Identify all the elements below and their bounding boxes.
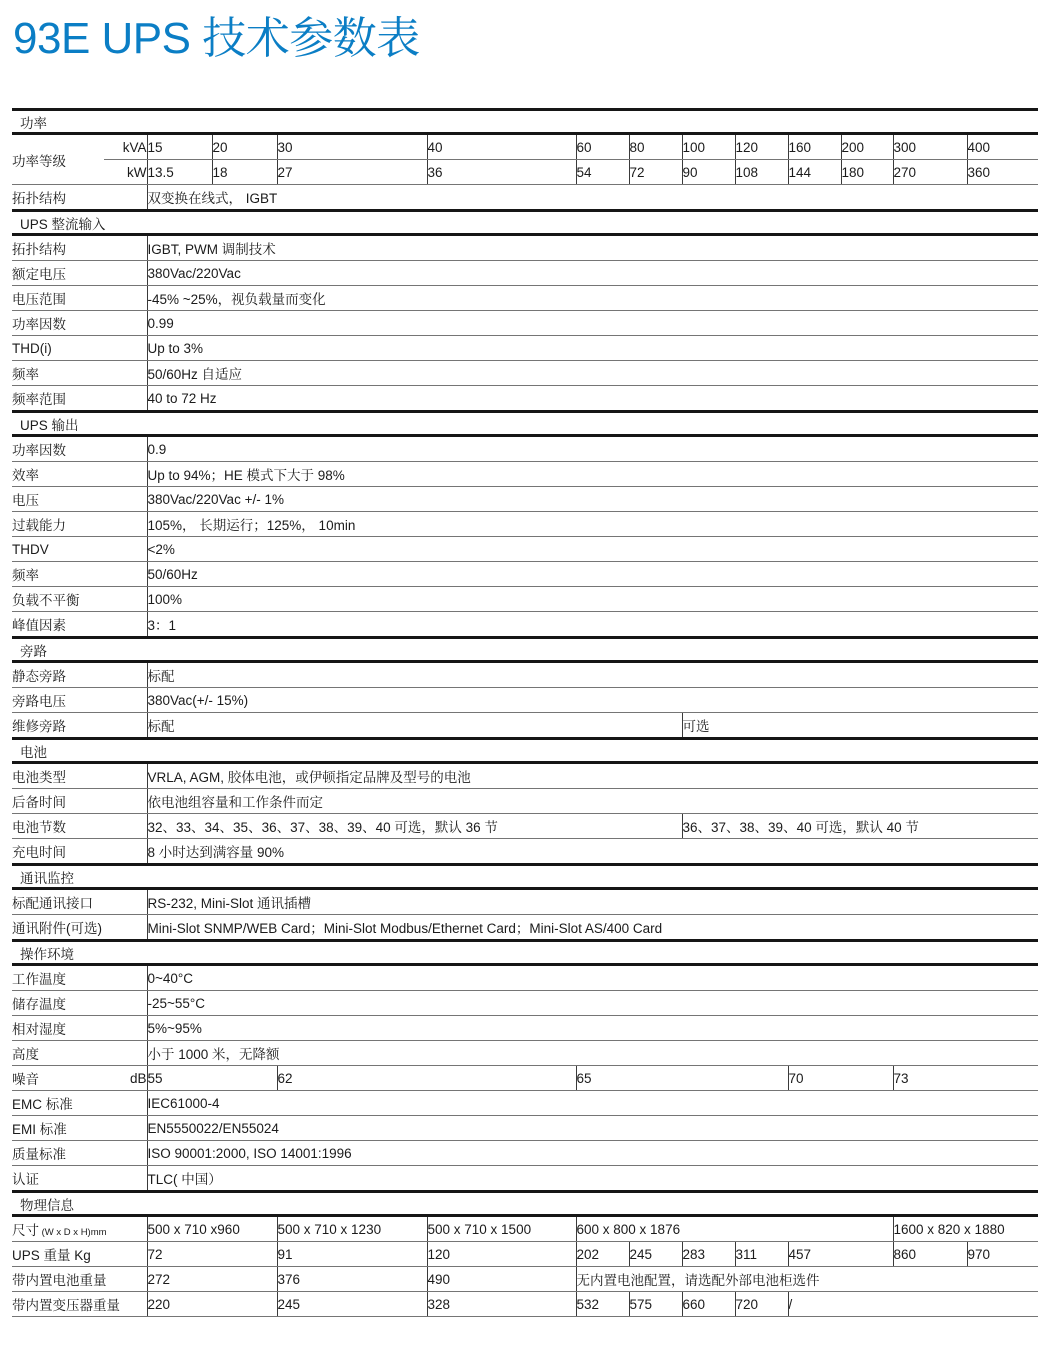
cell-value: 无内置电池配置，请选配外部电池柜选件 [576,1267,1038,1292]
row-unit: kW [104,160,147,185]
spec-row [12,662,1038,688]
spec-row [12,1141,1038,1166]
row-label: 频率 [12,562,147,587]
cell-value: 70 [788,1066,893,1091]
row-label: 尺寸 (W x D x H)mm [12,1216,147,1242]
row-label: 峰值因素 [12,612,147,638]
row-label: 通讯附件(可选) [12,915,147,941]
cell-value: 0.99 [147,311,1038,336]
cell-value: 360 [967,160,1038,185]
spec-row [12,185,1038,211]
cell-value: 200 [841,134,893,160]
cell-value: 457 [788,1242,893,1267]
row-label: 频率 [12,361,147,386]
cell-value: 73 [893,1066,1038,1091]
spec-row [12,1016,1038,1041]
spec-row [12,386,1038,412]
section-row [12,865,1038,889]
cell-value: 1600 x 820 x 1880 [893,1216,1038,1242]
cell-value: -25~55°C [147,991,1038,1016]
row-label: 带内置电池重量 [12,1267,147,1292]
row-label: 充电时间 [12,839,147,865]
cell-value: 标配 [147,662,1038,688]
cell-value: Up to 94%；HE 模式下大于 98% [147,462,1038,487]
row-unit: kVA [104,134,147,160]
cell-value: 50/60Hz 自适应 [147,361,1038,386]
cell-value: / [788,1292,1038,1317]
cell-value: 91 [277,1242,427,1267]
section-title: 电池 [12,739,1038,763]
cell-value: 可选 [682,713,1038,739]
cell-value: 依电池组容量和工作条件而定 [147,789,1038,814]
spec-row [12,587,1038,612]
cell-value: 180 [841,160,893,185]
spec-row [12,1292,1038,1317]
cell-value: 36 [427,160,576,185]
row-label: 拓扑结构 [12,185,147,211]
cell-value: 5%~95% [147,1016,1038,1041]
section-row [12,638,1038,662]
row-label: 额定电压 [12,261,147,286]
spec-row [12,1166,1038,1192]
row-label: 效率 [12,462,147,487]
cell-value: 105%， 长期运行；125%， 10min [147,512,1038,537]
spec-row [12,915,1038,941]
section-row [12,941,1038,965]
spec-row [12,889,1038,915]
section-title: 旁路 [12,638,1038,662]
section-row [12,211,1038,235]
spec-row [12,562,1038,587]
cell-value: 27 [277,160,427,185]
spec-row [12,134,1038,160]
section-title: 通讯监控 [12,865,1038,889]
cell-value: 30 [277,134,427,160]
cell-value: IEC61000-4 [147,1091,1038,1116]
cell-value: 0.9 [147,436,1038,462]
spec-row [12,512,1038,537]
cell-value: RS-232, Mini-Slot 通讯插槽 [147,889,1038,915]
row-label: 静态旁路 [12,662,147,688]
spec-row [12,713,1038,739]
row-label: 带内置变压器重量 [12,1292,147,1317]
cell-value: 860 [893,1242,967,1267]
row-label: 维修旁路 [12,713,147,739]
row-unit: dB [104,1066,147,1091]
spec-row [12,286,1038,311]
row-label: THDV [12,537,147,562]
cell-value: 3：1 [147,612,1038,638]
row-label: 相对湿度 [12,1016,147,1041]
cell-value: 54 [576,160,629,185]
section-title: 功率 [12,110,1038,134]
cell-value: 90 [682,160,735,185]
spec-row [12,612,1038,638]
row-label: 频率范围 [12,386,147,412]
spec-row [12,814,1038,839]
row-label: 功率等级 [12,134,104,185]
spec-row [12,361,1038,386]
cell-value: 8 小时达到满容量 90% [147,839,1038,865]
spec-row [12,336,1038,361]
section-title: UPS 输出 [12,412,1038,436]
cell-value: 245 [277,1292,427,1317]
cell-value: 160 [788,134,841,160]
cell-value: 500 x 710 x 1500 [427,1216,576,1242]
spec-row [12,1216,1038,1242]
row-label: 过载能力 [12,512,147,537]
spec-row [12,462,1038,487]
cell-value: 50/60Hz [147,562,1038,587]
cell-value: 20 [212,134,277,160]
cell-value: 双变换在线式， IGBT [147,185,1038,211]
cell-value: 245 [629,1242,682,1267]
cell-value: 220 [147,1292,277,1317]
cell-value: 532 [576,1292,629,1317]
row-label: 功率因数 [12,436,147,462]
cell-value: 300 [893,134,967,160]
cell-value: TLC( 中国） [147,1166,1038,1192]
cell-value: ISO 90001:2000, ISO 14001:1996 [147,1141,1038,1166]
cell-value: Up to 3% [147,336,1038,361]
spec-row [12,965,1038,991]
cell-value: 270 [893,160,967,185]
cell-value: 108 [735,160,788,185]
cell-value: 720 [735,1292,788,1317]
cell-value: 500 x 710 x 1230 [277,1216,427,1242]
spec-row [12,436,1038,462]
cell-value: <2% [147,537,1038,562]
row-label: 拓扑结构 [12,235,147,261]
section-title: 物理信息 [12,1192,1038,1216]
row-label: 工作温度 [12,965,147,991]
spec-row [12,1041,1038,1066]
cell-value: 970 [967,1242,1038,1267]
cell-value: 72 [147,1242,277,1267]
spec-row [12,839,1038,865]
cell-value: 283 [682,1242,735,1267]
row-label: 标配通讯接口 [12,889,147,915]
cell-value: 32、33、34、35、36、37、38、39、40 可选，默认 36 节 [147,814,682,839]
spec-row [12,1116,1038,1141]
row-label: 噪音 [12,1066,104,1091]
spec-row [12,235,1038,261]
row-label: 认证 [12,1166,147,1192]
row-label: 电压范围 [12,286,147,311]
cell-value: 标配 [147,713,682,739]
row-label: 后备时间 [12,789,147,814]
cell-value: 400 [967,134,1038,160]
spec-table [12,108,1038,1317]
section-row [12,110,1038,134]
section-title: 操作环境 [12,941,1038,965]
row-label-unit-note: (W x D x H)mm [39,1227,107,1238]
row-label: 旁路电压 [12,688,147,713]
row-label: 高度 [12,1041,147,1066]
cell-value: 100% [147,587,1038,612]
spec-row [12,1066,1038,1091]
cell-value: 272 [147,1267,277,1292]
cell-value: 380Vac/220Vac +/- 1% [147,487,1038,512]
cell-value: 18 [212,160,277,185]
row-label: 电池节数 [12,814,147,839]
cell-value: 328 [427,1292,576,1317]
cell-value: 72 [629,160,682,185]
row-label: EMC 标准 [12,1091,147,1116]
cell-value: 100 [682,134,735,160]
spec-row [12,991,1038,1016]
spec-row [12,688,1038,713]
row-label: 储存温度 [12,991,147,1016]
cell-value: 490 [427,1267,576,1292]
row-label: 电压 [12,487,147,512]
cell-value: 120 [735,134,788,160]
cell-value: Mini-Slot SNMP/WEB Card；Mini-Slot Modbus/Ethernet Card；Mini-Slot AS/400 Card [147,915,1038,941]
spec-row [12,1242,1038,1267]
spec-row [12,537,1038,562]
cell-value: 13.5 [147,160,212,185]
row-label: UPS 重量 Kg [12,1242,147,1267]
cell-value: 202 [576,1242,629,1267]
row-label: 电池类型 [12,763,147,789]
section-row [12,412,1038,436]
spec-row [12,487,1038,512]
cell-value: 144 [788,160,841,185]
cell-value: 380Vac(+/- 15%) [147,688,1038,713]
cell-value: 62 [277,1066,576,1091]
cell-value: 0~40°C [147,965,1038,991]
row-label: 负载不平衡 [12,587,147,612]
cell-value: 36、37、38、39、40 可选，默认 40 节 [682,814,1038,839]
row-label: EMI 标准 [12,1116,147,1141]
spec-table-body [12,110,1038,1317]
cell-value: 500 x 710 x960 [147,1216,277,1242]
section-row [12,739,1038,763]
cell-value: 120 [427,1242,576,1267]
cell-value: 65 [576,1066,788,1091]
row-label: 功率因数 [12,311,147,336]
cell-value: 311 [735,1242,788,1267]
cell-value: 80 [629,134,682,160]
cell-value: VRLA, AGM, 胶体电池，或伊顿指定品牌及型号的电池 [147,763,1038,789]
section-title: UPS 整流输入 [12,211,1038,235]
cell-value: -45% ~25%，视负载量而变化 [147,286,1038,311]
spec-row [12,789,1038,814]
cell-value: 660 [682,1292,735,1317]
spec-row [12,1267,1038,1292]
row-label: 质量标准 [12,1141,147,1166]
spec-row [12,311,1038,336]
section-row [12,1192,1038,1216]
spec-row [12,1091,1038,1116]
cell-value: 380Vac/220Vac [147,261,1038,286]
cell-value: 575 [629,1292,682,1317]
cell-value: IGBT, PWM 调制技术 [147,235,1038,261]
cell-value: 376 [277,1267,427,1292]
spec-row [12,160,1038,185]
cell-value: EN5550022/EN55024 [147,1116,1038,1141]
cell-value: 55 [147,1066,277,1091]
cell-value: 40 [427,134,576,160]
cell-value: 40 to 72 Hz [147,386,1038,412]
spec-row [12,261,1038,286]
spec-row [12,763,1038,789]
cell-value: 60 [576,134,629,160]
cell-value: 15 [147,134,212,160]
cell-value: 600 x 800 x 1876 [576,1216,893,1242]
page-title: 93E UPS 技术参数表 [13,14,420,63]
row-label: THD(i) [12,336,147,361]
cell-value: 小于 1000 米，无降额 [147,1041,1038,1066]
